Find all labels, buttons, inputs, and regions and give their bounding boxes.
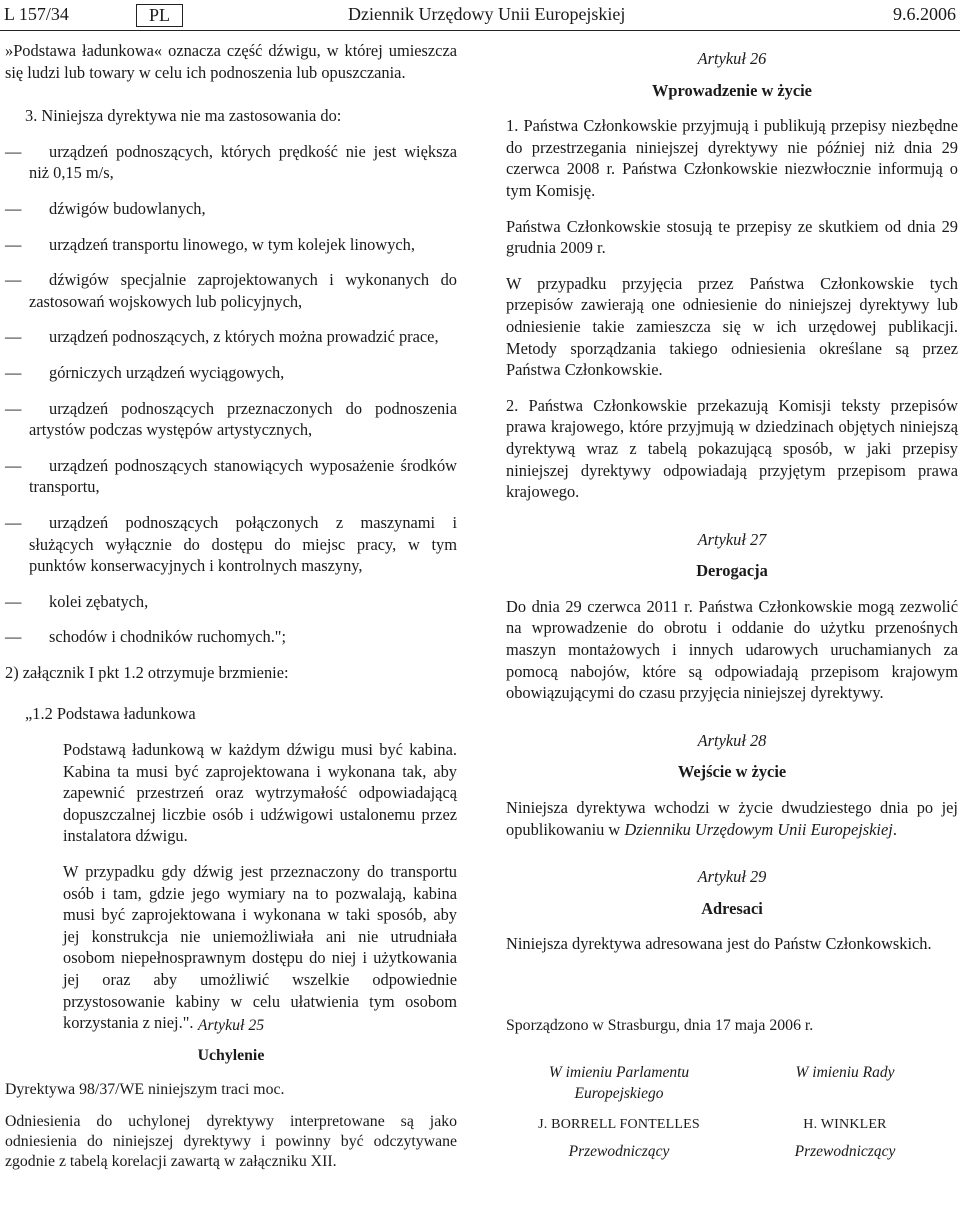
section-1-2-paragraph-b: W przypadku gdy dźwig jest przeznaczony do transportu osób i tam, gdzie jego wymiary na to pozwalają, kabina musi być zaprojektowana i wykonana w taki sposób, aby jej konstrukcja nie uniemożliwiała ani nie utrudniała osobom niepełnosprawnym dostępu do niej i użytkowania jej oraz aby umożliwić wszelkie odpowiednie przystosowanie kabiny w celu ułatwienia tym osobom korzystania z niej.". (63, 862, 457, 1033)
article-29-title: Adresaci (701, 898, 763, 918)
section-1-2-heading: „1.2 Podstawa ładunkowa (25, 704, 196, 724)
signatory-role: Przewodniczący (794, 1143, 896, 1160)
list-item: — dźwigów budowlanych, (5, 198, 206, 218)
paragraph-3: 3. Niniejsza dyrektywa nie ma zastosowania do: (25, 106, 342, 126)
article-29-paragraph-1: Niniejsza dyrektywa adresowana jest do Państw Członkowskich. (506, 934, 932, 954)
article-25 (5, 1016, 457, 1186)
list-item: — schodów i chodników ruchomych."; (5, 627, 287, 647)
article-29-number: Artykuł 29 (697, 867, 767, 887)
signatory-name: H. WINKLER (803, 1117, 887, 1132)
section-1-2-paragraph-a: Podstawą ładunkową w każdym dźwigu musi być kabina. Kabina ta musi być zaprojektowana i wykonana tak, aby zapewnić przestrzeń oraz wytrzymałość odpowiadającą dopuszczalnej liczbie osób i udźwigowi ustalonemu przez instalatora dźwigu. (63, 740, 457, 846)
page-ref: L 157/34 (4, 4, 69, 24)
language-code: PL (136, 4, 183, 27)
signatory-name: J. BORRELL FONTELLES (538, 1117, 700, 1132)
article-28-title: Wejście w życie (677, 762, 787, 782)
paragraph-annex: 2) załącznik I pkt 1.2 otrzymuje brzmienie: (5, 662, 289, 682)
journal-citation: Dzienniku Urzędowym Unii Europejskiej (624, 819, 893, 839)
signatory-role: Przewodniczący (568, 1143, 670, 1160)
article-27-title: Derogacja (696, 561, 768, 581)
signature-parliament: W imieniu Parlamentu Europejskiego J. BORRELL FONTELLES Przewodniczący (506, 1062, 732, 1162)
list-item: — górniczych urządzeń wyciągowych, (5, 362, 285, 382)
article-25-paragraph-1: Dyrektywa 98/37/WE niniejszym traci moc. (5, 1081, 285, 1098)
right-column (506, 40, 958, 969)
list-item: — urządzeń podnoszących stanowiących wyposażenie środków transportu, (5, 455, 457, 497)
list-item: — urządzeń podnoszących, z których można prowadzić prace, (5, 327, 439, 347)
exclusion-list (5, 141, 457, 648)
article-28-number: Artykuł 28 (697, 730, 767, 750)
left-column (5, 40, 457, 1048)
article-26-title: Wprowadzenie w życie (652, 80, 812, 100)
signature-block (506, 1016, 958, 1162)
article-28-paragraph-1: Niniejsza dyrektywa wchodzi w życie dwudziestego dnia po jej opublikowaniu w Dzienniku Urzędowym Unii Europejskiej. (506, 798, 958, 839)
article-26-paragraph-4: 2. Państwa Członkowskie przekazują Komisji teksty przepisów prawa krajowego, które przyjmują w dziedzinach objętych niniejszą dyrektywą wraz z tabelą pokazującą sposób, w jaki przepisy niniejszej dyrektywy odpowiadają przyjętym przepisom prawa krajowego. (506, 395, 958, 502)
publication-date: 9.6.2006 (893, 4, 956, 24)
article-25-title: Uchylenie (197, 1047, 265, 1064)
list-item: — urządzeń podnoszących przeznaczonych do podnoszenia artystów podczas występów artystycznych, (5, 398, 457, 440)
journal-title: Dziennik Urzędowy Unii Europejskiej (348, 4, 626, 24)
article-25-paragraph-2: Odniesienia do uchylonej dyrektywy interpretowane są jako odniesienia do niniejszej dyrektywy i powinny być odczytywane zgodnie z tabelą korelacji zawartą w załączniku XII. (5, 1113, 457, 1170)
article-27-paragraph-1: Do dnia 29 czerwca 2011 r. Państwa Członkowskie mogą zezwolić na wprowadzenie do obrotu i oddanie do użytku przenośnych maszyn montażowych i innych udarowych uruchamianych za pomocą nabojów, które są odpowiadają przepisom krajowym obowiązującymi do czasu przyjęcia niniejszej dyrektywy. (506, 596, 958, 703)
list-item: — dźwigów specjalnie zaprojektowanych i wykonanych do zastosowań wojskowych lub policyjnych, (5, 270, 457, 311)
paragraph-intro: »Podstawa ładunkowa« oznacza część dźwigu, w której umieszcza się ludzi lub towary w celu ich podnoszenia lub opuszczania. (5, 41, 457, 82)
article-26-number: Artykuł 26 (697, 49, 767, 68)
list-item: — urządzeń transportu linowego, w tym kolejek linowych, (5, 234, 415, 254)
article-26-paragraph-1: 1. Państwa Członkowskie przyjmują i publikują przepisy niezbędne do przestrzegania niniejszej dyrektywy nie później niż dnia 29 czerwca 2008 r. Państwa Członkowskie niezwłocznie informują o tym Komisję. (506, 116, 958, 200)
page-header (4, 4, 956, 30)
article-26-paragraph-2: Państwa Członkowskie stosują te przepisy ze skutkiem od dnia 29 grudnia 2009 r. (506, 216, 958, 258)
list-item: — urządzeń podnoszących, których prędkość nie jest większa niż 0,15 m/s, (5, 141, 457, 183)
header-rule (0, 30, 960, 31)
list-item: — urządzeń podnoszących połączonych z maszynami i służących wyłącznie do dostępu do miejsc pracy, w tym punktów konserwacyjnych i kontrolnych maszyny, (5, 512, 457, 576)
signature-council: W imieniu Rady H. WINKLER Przewodniczący (732, 1062, 958, 1162)
article-26-paragraph-3: W przypadku przyjęcia przez Państwa Członkowskie tych przepisów zawierają one odniesienie do niniejszej dyrektywy lub odniesienie takie zamieszcza się w ich urzędowej publikacji. Metody sporządzania takiego odniesienia określane są przez Państwa Członkowskie. (506, 273, 958, 380)
signing-place-date: Sporządzono w Strasburgu, dnia 17 maja 2006 r. (506, 1017, 814, 1034)
article-25-number: Artykuł 25 (197, 1017, 265, 1034)
list-item: — kolei zębatych, (5, 591, 149, 611)
article-27-number: Artykuł 27 (697, 529, 767, 549)
